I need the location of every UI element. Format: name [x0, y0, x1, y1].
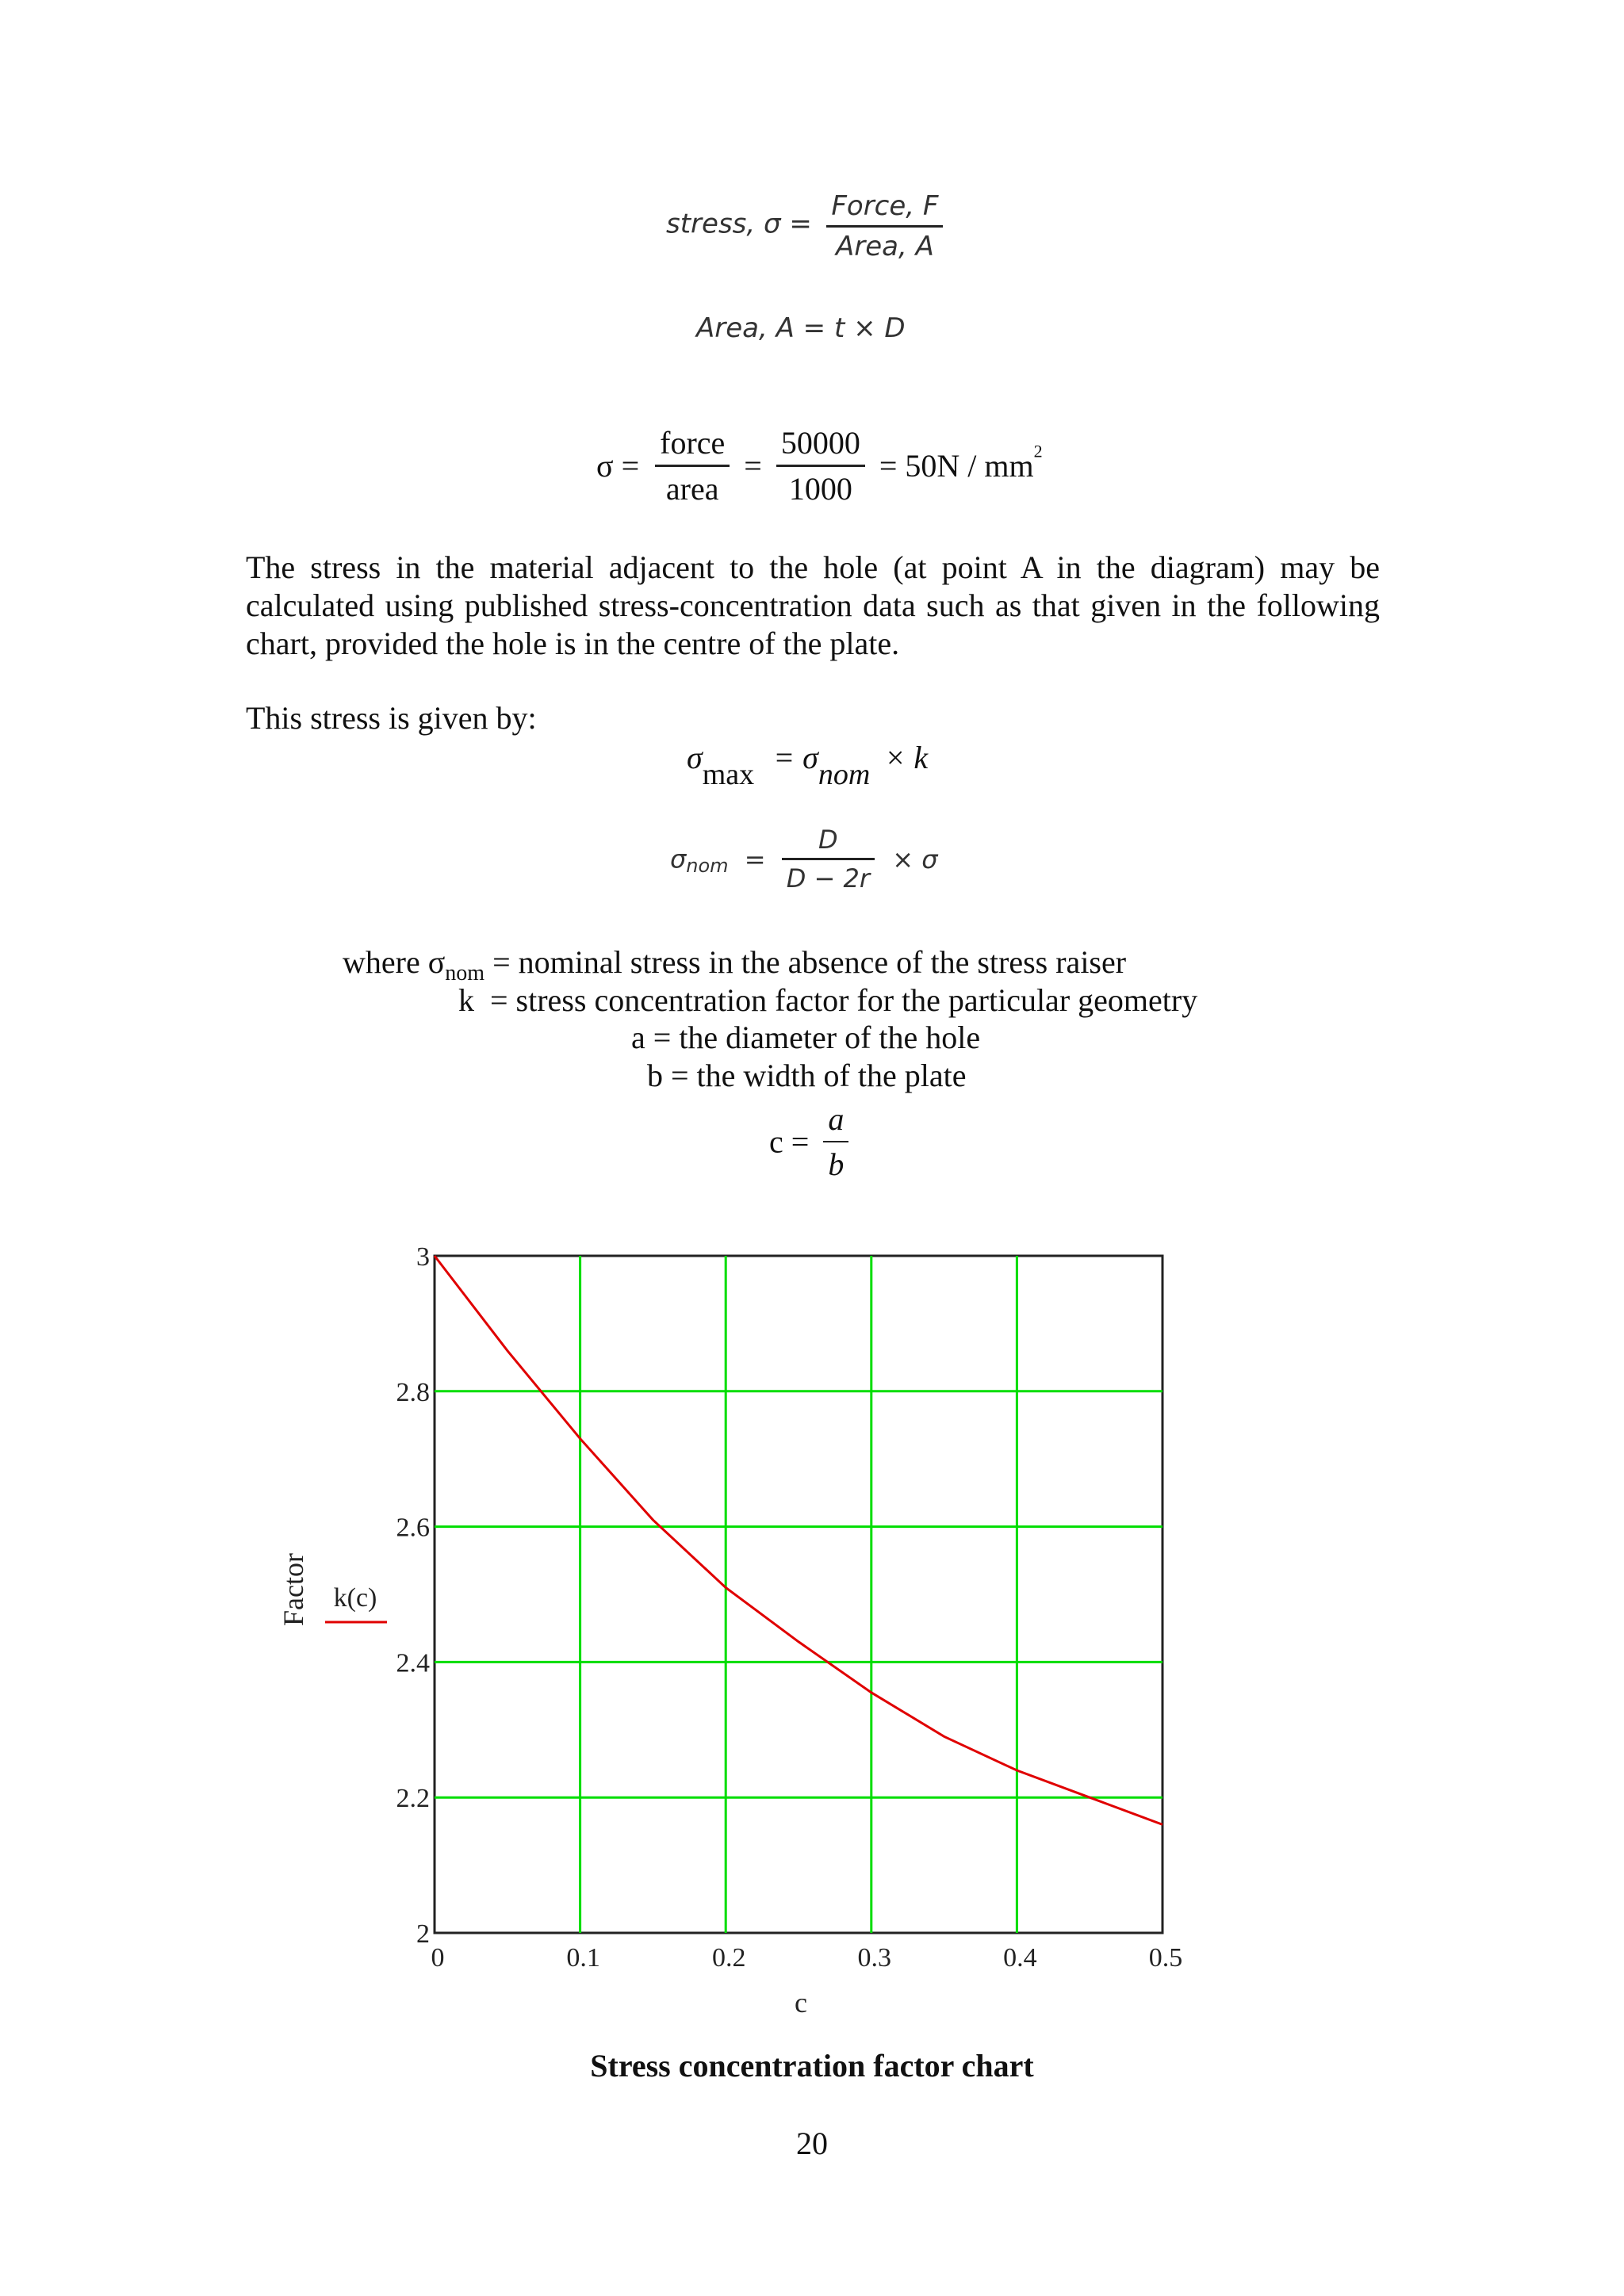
c-fraction — [823, 1100, 848, 1183]
sigma-nom-equals: = σ — [773, 740, 818, 775]
area-formula: Area, A = t × D — [696, 312, 906, 344]
c-formula — [769, 1100, 848, 1183]
where-prefix: where σ — [343, 944, 446, 980]
equals-sign: = — [744, 448, 762, 484]
sigma-nom-denominator: D − 2r — [786, 863, 871, 894]
times-k: × k — [884, 740, 929, 775]
c-lhs: c = — [769, 1123, 810, 1160]
sigma-nom-subscript: nom — [818, 758, 871, 791]
definition-k: k = stress concentration factor for the particular geometry — [458, 982, 1198, 1018]
stress-formula — [666, 190, 943, 262]
page-number: 20 — [796, 2126, 828, 2161]
sigma-nom-lhs-subscript: nom — [686, 854, 729, 877]
x-tick-labels — [431, 1943, 1183, 1973]
sigma-nom-numerator: D — [818, 825, 838, 855]
stress-lhs: stress, σ = — [666, 208, 812, 240]
x-tick-label: 0.5 — [1148, 1943, 1183, 1973]
y-axis-title: Factor — [278, 1553, 309, 1626]
stress-fraction — [826, 190, 943, 262]
numeric-numerator: 50000 — [780, 425, 860, 461]
paragraph-stress-given-by: This stress is given by: — [246, 700, 537, 736]
y-tick-label: 2.8 — [396, 1377, 430, 1407]
force-area-fraction — [655, 424, 730, 507]
c-numerator: a — [828, 1101, 845, 1137]
c-bar — [823, 1141, 848, 1142]
sigma-nom-equals-sign: = — [744, 844, 766, 874]
paragraph-stress-description: The stress in the material adjacent to the hole (at point A in the diagram) may be calculated using published stress-concentration data such as that given in the following chart, provided the hole is in the centre of the plate. — [246, 549, 1380, 661]
y-tick-label: 2.4 — [396, 1648, 430, 1678]
sigma-symbol: σ — [687, 740, 703, 775]
stress-numerator: Force, F — [831, 190, 939, 222]
where-rest: = nominal stress in the absence of the stress raiser — [485, 944, 1127, 980]
where-subscript: nom — [445, 961, 485, 985]
numeric-bar — [776, 465, 865, 467]
numeric-denominator: 1000 — [788, 471, 852, 507]
x-tick-label: 0.3 — [857, 1943, 892, 1973]
sigma-calculation — [596, 424, 1043, 507]
force-area-bar — [655, 465, 730, 467]
stress-concentration-chart — [0, 1221, 1624, 2045]
y-tick-label: 2 — [416, 1919, 430, 1949]
definition-b: b = the width of the plate — [647, 1058, 967, 1093]
sigma-lhs: σ = — [596, 448, 640, 484]
definition-a: a = the diameter of the hole — [631, 1020, 981, 1055]
numeric-fraction — [776, 424, 865, 507]
stress-denominator: Area, A — [835, 231, 934, 262]
result-value: = 50N / mm — [879, 448, 1034, 484]
sigma-nom-tail: × σ — [892, 844, 938, 874]
force-numerator: force — [660, 425, 726, 461]
x-tick-label: 0.1 — [566, 1943, 600, 1973]
y-tick-label: 2.6 — [396, 1513, 430, 1543]
definition-sigma-nom — [343, 943, 1126, 986]
x-tick-label: 0.4 — [1003, 1943, 1037, 1973]
legend-label: k(c) — [333, 1583, 377, 1613]
c-denominator: b — [828, 1146, 845, 1182]
result-exponent: 2 — [1033, 441, 1043, 461]
x-tick-label: 0.2 — [711, 1943, 746, 1973]
chart-caption: Stress concentration factor chart — [590, 2048, 1034, 2084]
x-tick-label: 0 — [431, 1943, 445, 1973]
x-axis-title: c — [795, 1987, 807, 2019]
area-denominator: area — [665, 471, 719, 507]
sigma-nom-bar — [782, 858, 875, 860]
y-tick-labels — [396, 1242, 431, 1949]
sigma-max-formula — [687, 739, 928, 792]
sigma-nom-lhs: σ — [670, 844, 687, 874]
y-tick-label: 3 — [416, 1242, 430, 1272]
stress-fraction-bar — [826, 225, 943, 228]
sigma-max-subscript: max — [702, 758, 755, 791]
plot-area — [435, 1256, 1162, 1933]
sigma-nom-fraction — [782, 825, 875, 894]
sigma-nom-formula — [670, 825, 937, 894]
y-tick-label: 2.2 — [396, 1784, 430, 1814]
